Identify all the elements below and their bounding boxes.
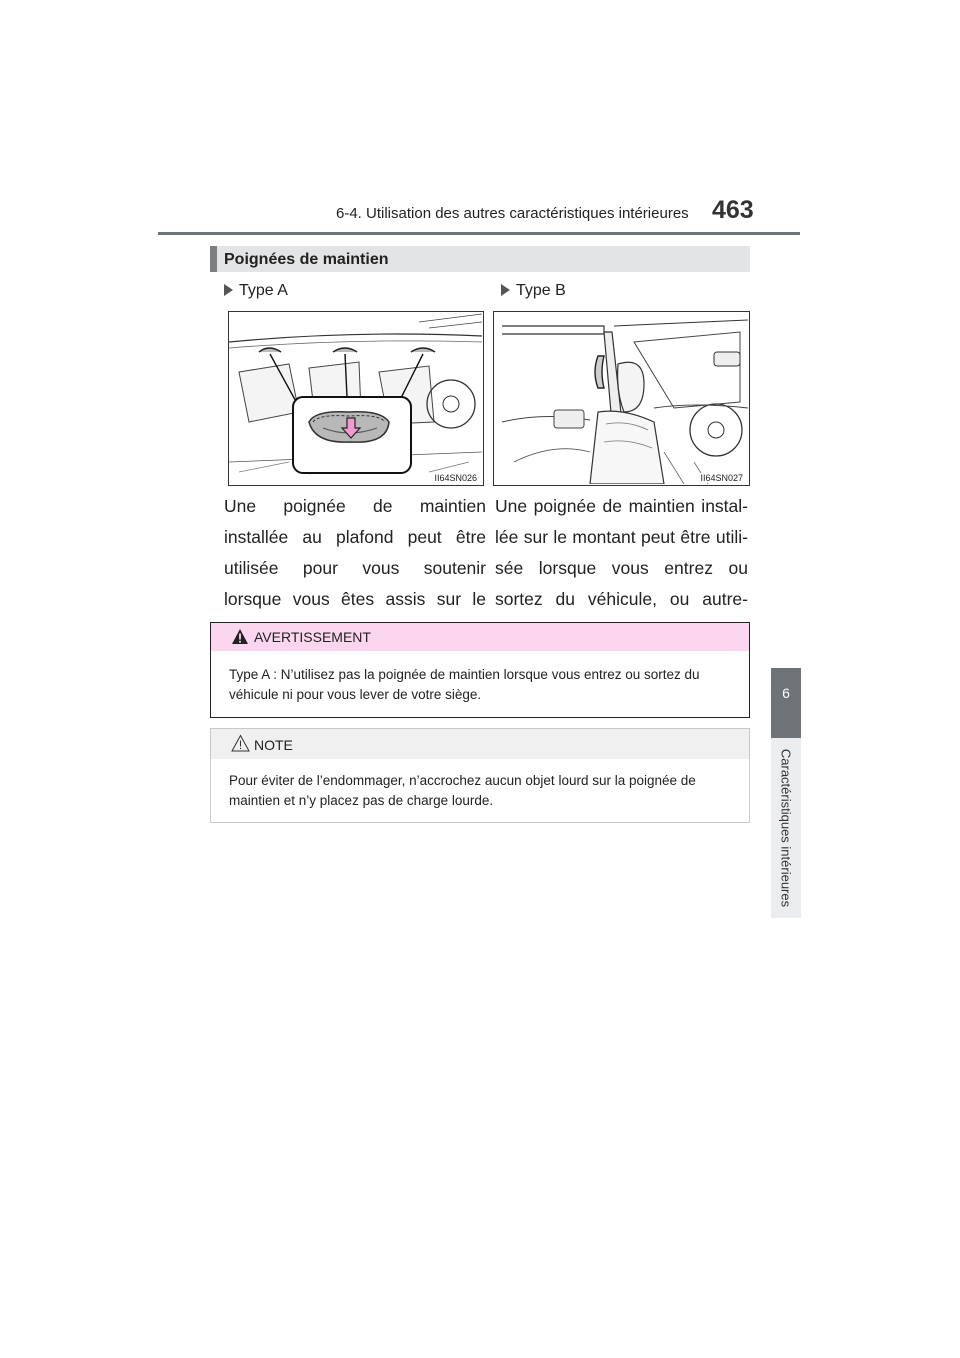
chapter-tab [771, 668, 801, 738]
bullet-triangle-icon [501, 284, 510, 296]
figure-code: II64SN027 [700, 473, 743, 483]
type-a-label-text: Type A [239, 282, 288, 299]
warning-text: Type A : N’utilisez pas la poignée de maintien lorsque vous entrez ou sortez du véhicule ni pour vous lever de votre siège. [229, 667, 700, 702]
type-b-label [501, 282, 566, 300]
caution-outline-icon [231, 734, 250, 752]
type-b-description: Une poignée de maintien instal-lée sur le montant peut être utili-sée lorsque vous entrez ou sortez du véhicule, ou autre- [495, 496, 748, 609]
pillar-grip-illustration [494, 312, 748, 484]
type-a-label [224, 282, 288, 300]
chapter-number: 6 [782, 685, 790, 701]
header-rule [158, 232, 800, 235]
figure-type-a [228, 311, 484, 486]
ceiling-grip-illustration [229, 312, 482, 484]
running-header-title: 6-4. Utilisation des autres caractéristiques intérieures [336, 205, 689, 222]
type-b-label-text: Type B [516, 282, 566, 299]
warning-triangle-icon [231, 628, 249, 645]
note-box [210, 728, 750, 823]
figure-type-b [493, 311, 750, 486]
section-title: Poignées de maintien [224, 251, 389, 268]
figure-code: II64SN026 [434, 473, 477, 483]
note-title: NOTE [254, 737, 293, 753]
section-heading-accent [210, 246, 217, 272]
bullet-triangle-icon [224, 284, 233, 296]
note-text: Pour éviter de l’endommager, n’accrochez aucun objet lourd sur la poignée de maintien et n’y placez pas de charge lourde. [229, 773, 696, 808]
warning-title: AVERTISSEMENT [254, 629, 371, 645]
type-a-description: Une poignée de maintien installée au plafond peut être utilisée pour vous soutenir lorsque vous êtes assis sur le [224, 496, 486, 609]
page-number: 463 [712, 196, 754, 224]
chapter-label: Caractéristiques intérieures [778, 748, 794, 908]
warning-box [210, 622, 750, 718]
